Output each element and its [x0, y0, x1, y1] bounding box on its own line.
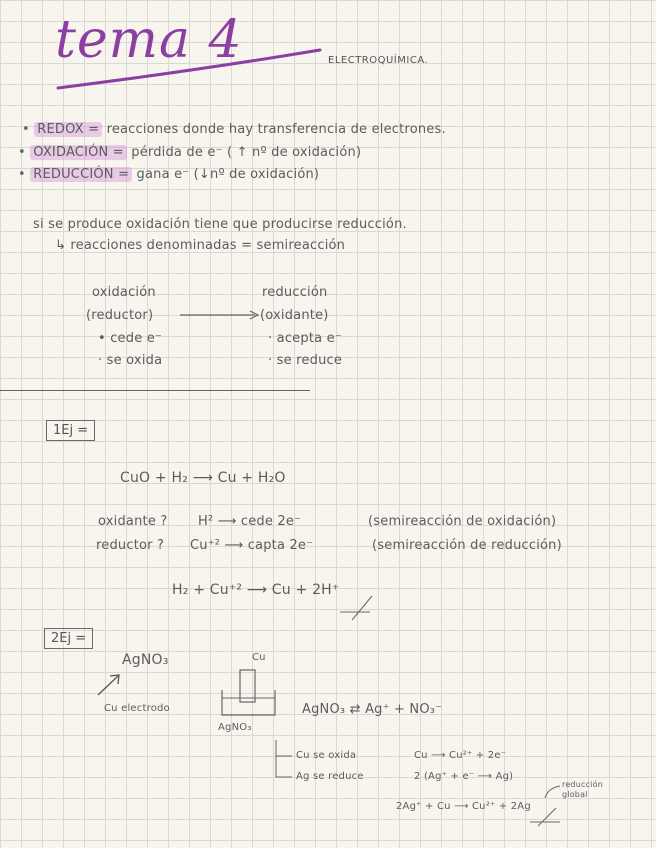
reduction-point-1: · acepta e⁻	[268, 331, 342, 346]
definition-redox-text: reacciones donde hay transferencia de electrones.	[106, 122, 446, 137]
oxidation-role: (reductor)	[86, 308, 154, 323]
example-2-branch-oxidation: Cu se oxida	[296, 750, 357, 761]
example-2-label: 2Ej =	[44, 628, 93, 649]
example-1-note-1: (semireacción de oxidación)	[368, 514, 557, 529]
note-line-2: ↳ reacciones denominadas = semireacción	[55, 238, 346, 253]
example-2-agno3: AgNO₃	[122, 652, 169, 668]
term-redox: REDOX =	[34, 122, 102, 137]
definition-reduction-text: gana e⁻ (↓nº de oxidación)	[136, 167, 320, 182]
example-1-question-2: reductor ?	[96, 538, 165, 553]
cu-electrode	[240, 670, 255, 702]
example-1-label: 1Ej =	[46, 420, 95, 441]
example-1-answer-2: Cu⁺² ⟶ capta 2e⁻	[190, 538, 314, 553]
note-line-1: si se produce oxidación tiene que producirse reducción.	[33, 217, 407, 232]
example-2-dissociation: AgNO₃ ⇄ Ag⁺ + NO₃⁻	[302, 702, 443, 717]
example-1-question-1: oxidante ?	[98, 514, 168, 529]
term-reduction: REDUCCIÓN =	[30, 167, 132, 182]
pointer-arrow	[98, 676, 118, 695]
example-2-global-note: reducción global	[562, 780, 603, 799]
reduction-heading: reducción	[262, 285, 328, 300]
example-2-cu-label: Cu	[252, 652, 266, 663]
definition-oxidation: • OXIDACIÓN = pérdida de e⁻ ( ↑ nº de oxidación)	[18, 145, 362, 160]
example-1-overall: H₂ + Cu⁺² ⟶ Cu + 2H⁺	[172, 582, 340, 598]
example-2-half-reaction-1: Cu ⟶ Cu²⁺ + 2e⁻	[414, 750, 507, 761]
definition-oxidation-text: pérdida de e⁻ ( ↑ nº de oxidación)	[131, 145, 362, 160]
oxidation-heading: oxidación	[92, 285, 156, 300]
page-subtitle: ELECTROQUÍMICA.	[328, 55, 429, 66]
definition-reduction: • REDUCCIÓN = gana e⁻ (↓nº de oxidación)	[18, 167, 320, 182]
reduction-role: (oxidante)	[260, 308, 329, 323]
example-2-branch-reduction: Ag se reduce	[296, 771, 364, 782]
page-title: tema 4	[55, 10, 243, 70]
example-2-global-reaction: 2Ag⁺ + Cu ⟶ Cu²⁺ + 2Ag	[396, 801, 531, 812]
term-oxidation: OXIDACIÓN =	[30, 145, 127, 160]
reduction-point-2: · se reduce	[268, 353, 343, 368]
example-2-electrode: Cu electrodo	[104, 703, 170, 714]
example-1-reaction: CuO + H₂ ⟶ Cu + H₂O	[120, 470, 286, 486]
example-2-half-reaction-2: 2 (Ag⁺ + e⁻ ⟶ Ag)	[414, 771, 514, 782]
example-2-beaker-label: AgNO₃	[218, 722, 252, 733]
example-1-note-2: (semireacción de reducción)	[372, 538, 562, 553]
oxidation-point-1: • cede e⁻	[98, 331, 162, 346]
definition-redox: • REDOX = reacciones donde hay transferencia de electrones.	[22, 122, 446, 137]
example-1-answer-1: H² ⟶ cede 2e⁻	[198, 514, 302, 529]
oxidation-point-2: · se oxida	[98, 353, 163, 368]
section-divider	[0, 390, 310, 391]
